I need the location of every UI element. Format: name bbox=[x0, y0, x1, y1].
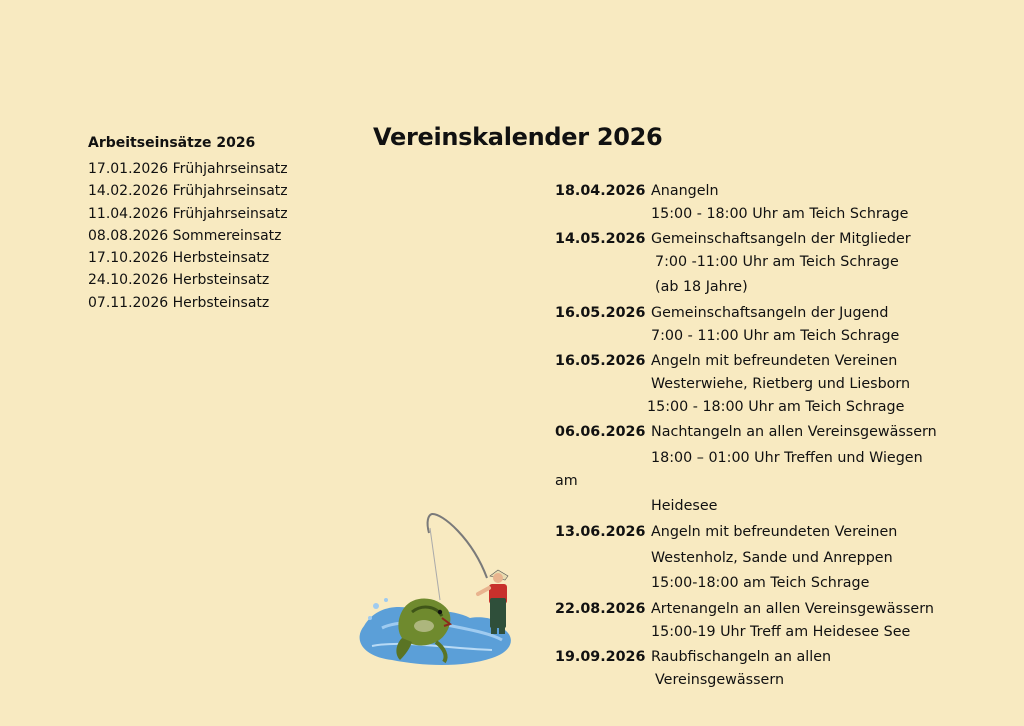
event-line: Gemeinschaftsangeln der Jugend bbox=[651, 305, 889, 321]
event-line: Anangeln bbox=[651, 183, 719, 199]
event-line: Artenangeln an allen Vereinsgewässern bbox=[651, 601, 934, 617]
work-assignment-item: 17.10.2026 Herbsteinsatz bbox=[88, 250, 270, 267]
event-date: 18.04.2026 bbox=[555, 183, 646, 199]
event-line: Vereinsgewässern bbox=[655, 672, 785, 688]
event-line: Angeln mit befreundeten Vereinen bbox=[651, 524, 898, 540]
event-line: Westerwiehe, Rietberg und Liesborn bbox=[651, 376, 911, 392]
event-date: 06.06.2026 bbox=[555, 424, 646, 440]
event-line: Raubfischangeln an allen bbox=[651, 649, 832, 665]
work-assignment-item: 14.02.2026 Frühjahrseinsatz bbox=[88, 183, 288, 200]
event-line: 7:00 - 11:00 Uhr am Teich Schrage bbox=[651, 328, 900, 344]
work-assignment-item: 08.08.2026 Sommereinsatz bbox=[88, 227, 282, 244]
event-line: am bbox=[555, 473, 578, 489]
event-line: 15:00-19 Uhr Treff am Heidesee See bbox=[651, 624, 911, 640]
event-line: 15:00 - 18:00 Uhr am Teich Schrage bbox=[651, 206, 909, 222]
event-line: Gemeinschaftsangeln der Mitglieder bbox=[651, 231, 911, 247]
event-line: Nachtangeln an allen Vereinsgewässern bbox=[651, 424, 937, 440]
event-date: 22.08.2026 bbox=[555, 601, 646, 617]
work-assignment-item: 24.10.2026 Herbsteinsatz bbox=[88, 272, 270, 289]
work-assignment-item: 07.11.2026 Herbsteinsatz bbox=[88, 294, 270, 311]
angler-catching-fish-icon bbox=[352, 508, 522, 673]
event-line: Angeln mit befreundeten Vereinen bbox=[651, 353, 898, 369]
event-line: 15:00-18:00 am Teich Schrage bbox=[651, 575, 870, 591]
event-date: 16.05.2026 bbox=[555, 305, 646, 321]
work-assignments-list bbox=[88, 158, 288, 314]
event-date: 14.05.2026 bbox=[555, 231, 646, 247]
event-line: Westenholz, Sande und Anreppen bbox=[651, 550, 893, 566]
event-line: 18:00 – 01:00 Uhr Treffen und Wiegen bbox=[651, 450, 923, 466]
event-line: Heidesee bbox=[651, 498, 718, 514]
page-title: Vereinskalender 2026 bbox=[373, 123, 663, 151]
event-line: (ab 18 Jahre) bbox=[655, 279, 748, 295]
event-line: 15:00 - 18:00 Uhr am Teich Schrage bbox=[647, 399, 905, 415]
event-date: 16.05.2026 bbox=[555, 353, 646, 369]
event-line: 7:00 -11:00 Uhr am Teich Schrage bbox=[655, 254, 899, 270]
work-assignments-title: Arbeitseinsätze 2026 bbox=[88, 135, 256, 151]
event-date: 13.06.2026 bbox=[555, 524, 646, 540]
event-date: 19.09.2026 bbox=[555, 649, 646, 665]
work-assignment-item: 17.01.2026 Frühjahrseinsatz bbox=[88, 161, 288, 177]
work-assignment-item: 11.04.2026 Frühjahrseinsatz bbox=[88, 205, 288, 222]
